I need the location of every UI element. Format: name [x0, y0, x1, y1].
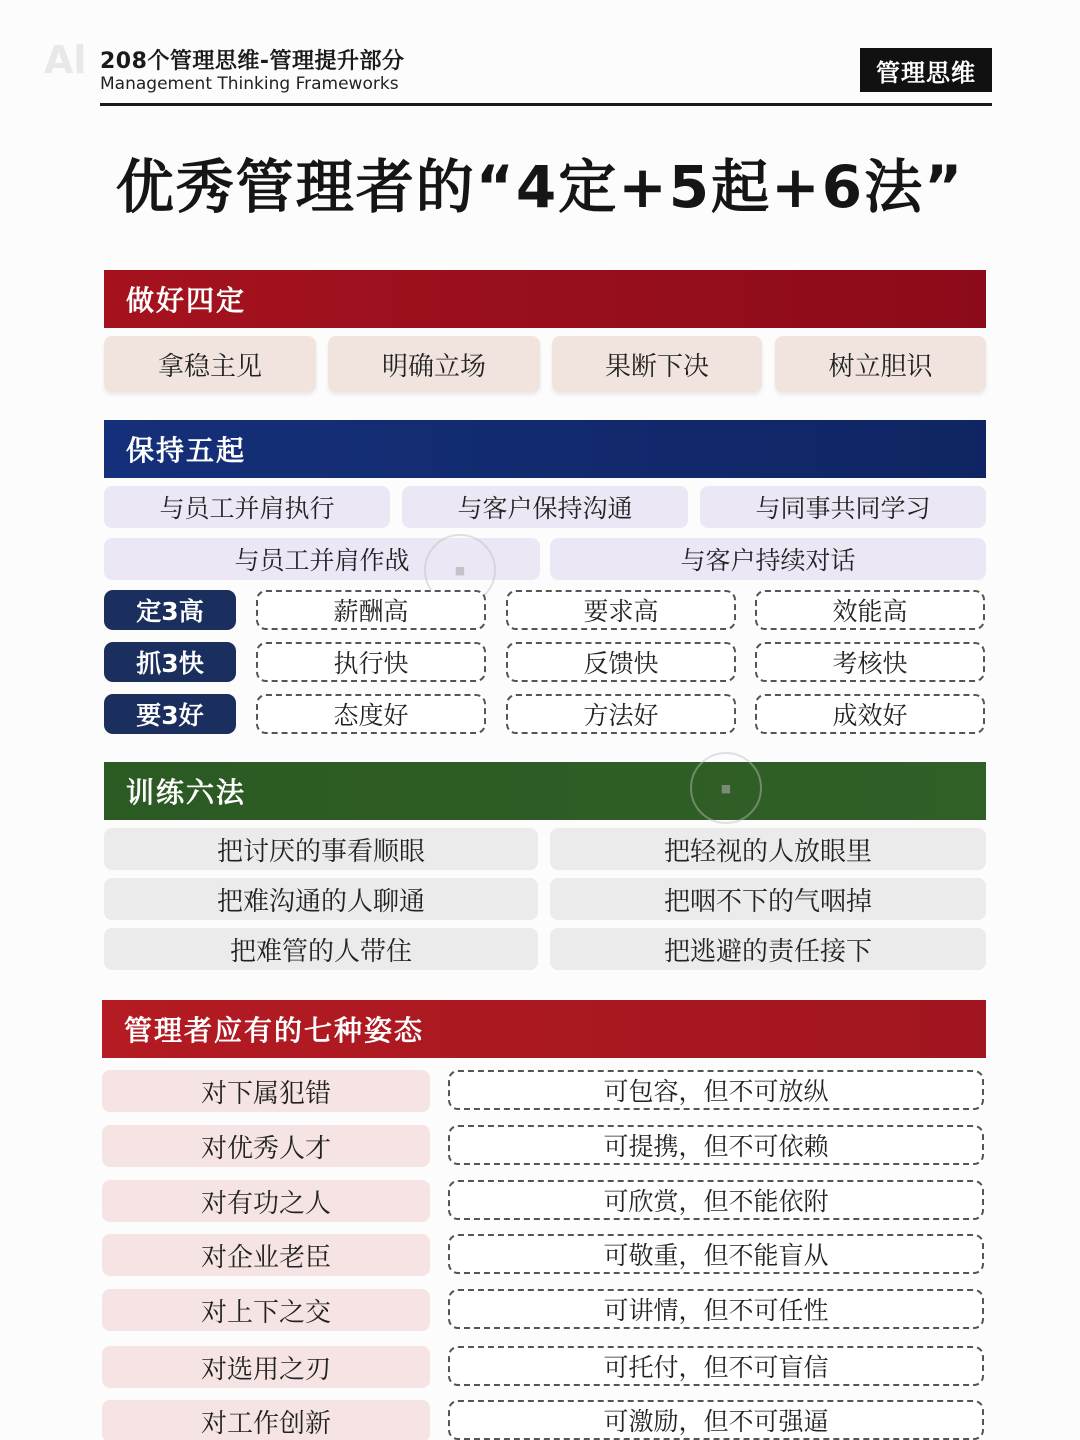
section-heading-five: 保持五起: [104, 420, 986, 478]
rule-label: 定3高: [104, 590, 236, 630]
attitude-subject: 对下属犯错: [102, 1070, 430, 1112]
stamp-watermark: ■: [690, 752, 762, 824]
section-heading-four: 做好四定: [104, 270, 986, 328]
attitude-rule: 可激励，但不可强逼: [448, 1400, 984, 1440]
attitude-rule: 可托付，但不可盲信: [448, 1346, 984, 1386]
section-heading-six: 训练六法: [104, 762, 986, 820]
rule-label: 要3好: [104, 694, 236, 734]
attitude-subject: 对选用之刃: [102, 1346, 430, 1388]
attitude-rule: 可包容，但不可放纵: [448, 1070, 984, 1110]
five-item: 与客户保持沟通: [402, 486, 688, 528]
attitude-subject: 对上下之交: [102, 1289, 430, 1331]
stamp-watermark: ■: [424, 534, 496, 606]
attitude-subject: 对企业老臣: [102, 1234, 430, 1276]
attitude-subject: 对有功之人: [102, 1180, 430, 1222]
four-item: 明确立场: [328, 336, 540, 392]
six-item: 把咽不下的气咽掉: [550, 878, 986, 920]
attitude-rule: 可讲情，但不可任性: [448, 1289, 984, 1329]
six-item: 把轻视的人放眼里: [550, 828, 986, 870]
rule-item: 要求高: [506, 590, 736, 630]
series-title: 208个管理思维-管理提升部分: [100, 49, 405, 74]
category-tag: 管理思维: [860, 48, 992, 92]
rule-item: 考核快: [755, 642, 985, 682]
five-item: 与客户持续对话: [550, 538, 986, 580]
rule-item: 反馈快: [506, 642, 736, 682]
section-heading-seven: 管理者应有的七种姿态: [102, 1000, 986, 1058]
attitude-subject: 对工作创新: [102, 1400, 430, 1440]
rule-item: 方法好: [506, 694, 736, 734]
six-item: 把讨厌的事看顺眼: [104, 828, 538, 870]
attitude-subject: 对优秀人才: [102, 1125, 430, 1167]
five-item: 与员工并肩作战: [104, 538, 540, 580]
four-item: 拿稳主见: [104, 336, 316, 392]
four-item: 果断下决: [552, 336, 762, 392]
corner-watermark: Al: [44, 38, 87, 82]
six-item: 把逃避的责任接下: [550, 928, 986, 970]
five-item: 与员工并肩执行: [104, 486, 390, 528]
six-item: 把难沟通的人聊通: [104, 878, 538, 920]
rule-item: 薪酬高: [256, 590, 486, 630]
attitude-rule: 可敬重，但不能盲从: [448, 1234, 984, 1274]
rule-item: 态度好: [256, 694, 486, 734]
five-item: 与同事共同学习: [700, 486, 986, 528]
attitude-rule: 可欣赏，但不能依附: [448, 1180, 984, 1220]
attitude-rule: 可提携，但不可依赖: [448, 1125, 984, 1165]
four-item: 树立胆识: [775, 336, 986, 392]
six-item: 把难管的人带住: [104, 928, 538, 970]
rule-item: 执行快: [256, 642, 486, 682]
page-header: [100, 44, 992, 106]
series-subtitle: Management Thinking Frameworks: [100, 74, 399, 94]
page-title: 优秀管理者的“4定+5起+6法”: [115, 153, 965, 221]
rule-item: 效能高: [755, 590, 985, 630]
rule-item: 成效好: [755, 694, 985, 734]
rule-label: 抓3快: [104, 642, 236, 682]
